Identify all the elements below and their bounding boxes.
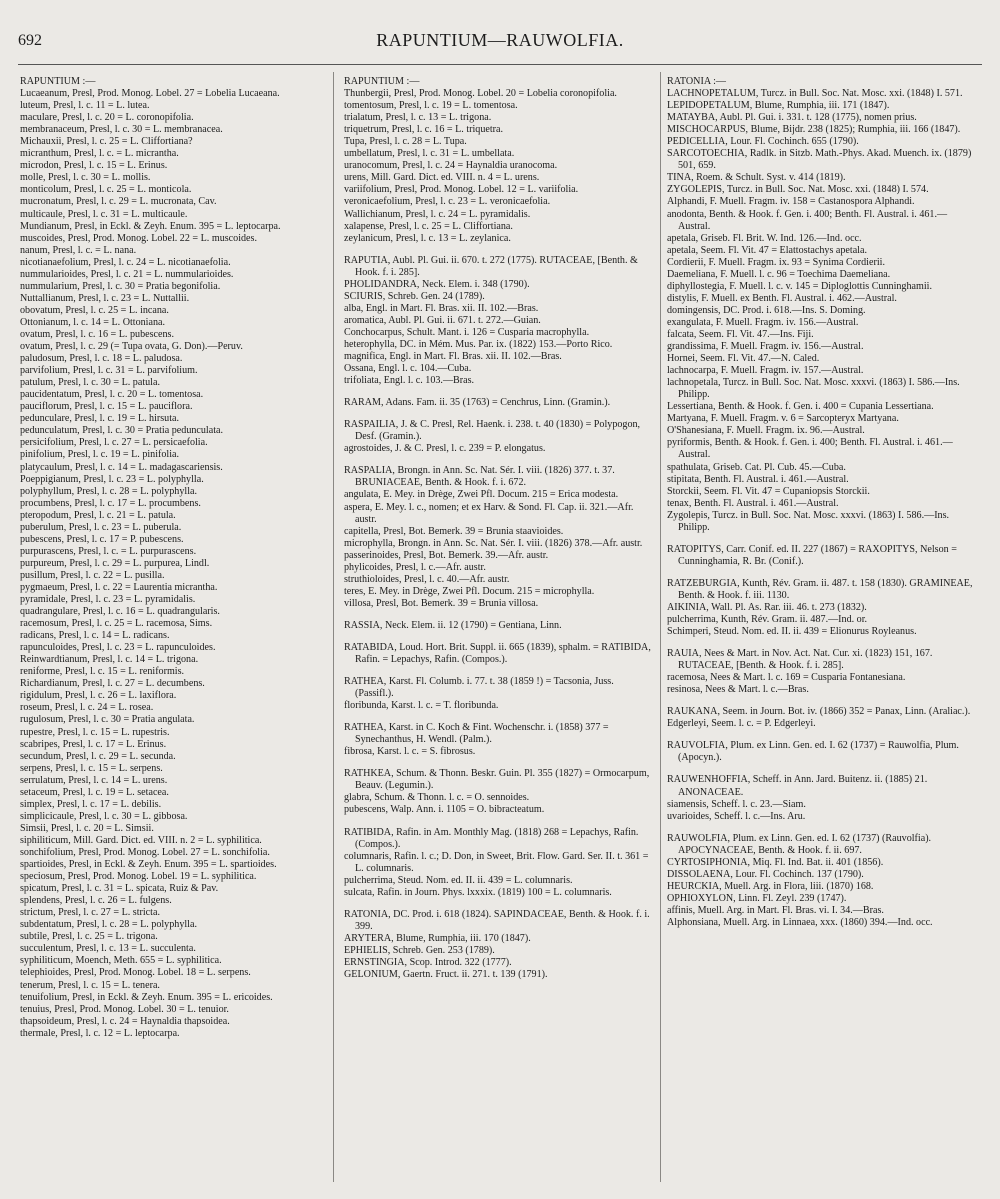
index-entry: resinosa, Nees & Mart. l. c.—Bras.	[667, 684, 809, 696]
index-entry: OPHIOXYLON, Linn. Fl. Zeyl. 239 (1747).	[667, 892, 847, 904]
index-entry: SCIURIS, Schreb. Gen. 24 (1789).	[344, 290, 485, 302]
index-entry: thapsoideum, Presl, l. c. 24 = Haynaldia thapsoidea.	[20, 1015, 230, 1027]
column-3	[667, 76, 979, 929]
entry-gap	[344, 245, 654, 255]
index-entry: Michauxii, Presl, l. c. 25 = L. Cliffortiana?	[20, 136, 193, 148]
index-entry: siphiliticum, Mill. Gard. Dict. ed. VIII. n. 2 = L. syphilitica.	[20, 834, 262, 846]
index-entry: scabripes, Presl, l. c. 17 = L. Erinus.	[20, 738, 167, 750]
index-entry: succulentum, Presl, l. c. 13 = L. succulenta.	[20, 943, 196, 955]
index-entry: persicifolium, Presl, l. c. 27 = L. persicaefolia.	[20, 437, 208, 449]
index-entry: molle, Presl, l. c. 30 = L. mollis.	[20, 172, 151, 184]
index-entry: nicotianaefolium, Presl, l. c. 24 = L. nicotianaefolia.	[20, 256, 231, 268]
running-head: RAPUNTIUM—RAUWOLFIA.	[376, 30, 624, 50]
index-entry: Martyana, F. Muell. Fragm. v. 6 = Sarcopteryx Martyana.	[667, 413, 899, 425]
index-entry: RAUIA, Nees & Mart. in Nov. Act. Nat. Cur. xi. (1823) 151, 167. RUTACEAE, [Benth. & Hook. f. i. 285].	[667, 648, 933, 672]
index-entry: spicatum, Presl, l. c. 31 = L. spicata, Ruiz & Pav.	[20, 883, 219, 895]
index-entry: Nuttallianum, Presl, l. c. 23 = L. Nuttallii.	[20, 292, 190, 304]
page-number: 692	[18, 32, 42, 49]
index-entry: RAUKANA, Seem. in Journ. Bot. iv. (1866) 352 = Panax, Linn. (Araliac.).	[667, 706, 971, 718]
index-entry: pyramidale, Presl, l. c. 23 = L. pyramidalis.	[20, 594, 196, 606]
index-entry: platycaulum, Presl, l. c. 14 = L. madagascariensis.	[20, 461, 223, 473]
index-entry: Reinwardtianum, Presl, l. c. 14 = L. trigona.	[20, 654, 199, 666]
index-entry: tenerum, Presl, l. c. 15 = L. tenera.	[20, 979, 160, 991]
entry-gap	[344, 632, 654, 642]
index-entry: radicans, Presl, l. c. 14 = L. radicans.	[20, 630, 170, 642]
index-entry: rupestre, Presl, l. c. 15 = L. rupestris.	[20, 726, 170, 738]
index-entry: RAPUTIA, Aubl. Pl. Gui. ii. 670. t. 272 (1775). RUTACEAE, [Benth. & Hook. f. i. 285].	[344, 254, 638, 278]
index-entry: diphyllostegia, F. Muell. l. c. v. 145 = Diploglottis Cunninghamii.	[667, 280, 932, 292]
index-entry: RASSIA, Neck. Elem. ii. 12 (1790) = Gentiana, Linn.	[344, 619, 562, 631]
index-entry: pyriformis, Benth. & Hook. f. Gen. i. 400; Benth. Fl. Austral. i. 461.—Austral.	[667, 437, 953, 461]
index-entry: tomentosum, Presl, l. c. 19 = L. tomentosa.	[344, 100, 518, 112]
index-entry: magnifica, Engl. in Mart. Fl. Bras. xii. II. 102.—Bras.	[344, 351, 562, 363]
index-entry: nummularioides, Presl, l. c. 21 = L. nummularioides.	[20, 268, 234, 280]
index-entry: racemosum, Presl, l. c. 25 = L. racemosa, Sims.	[20, 618, 213, 630]
index-entry: reniforme, Presl, l. c. 15 = L. reniformis.	[20, 666, 185, 678]
index-entry: Alphandi, F. Muell. Fragm. iv. 158 = Castanospora Alphandi.	[667, 196, 915, 208]
index-entry: umbellatum, Presl, l. c. 31 = L. umbellata.	[344, 148, 515, 160]
index-entry: HEURCKIA, Muell. Arg. in Flora, liii. (1870) 168.	[667, 880, 874, 892]
index-entry: Ottonianum, l. c. 14 = L. Ottoniana.	[20, 316, 166, 328]
index-entry: pteropodum, Presl, l. c. 21 = L. patula.	[20, 509, 176, 521]
entry-gap	[344, 758, 654, 768]
index-entry: Storckii, Seem. Fl. Vit. 47 = Cupaniopsis Storckii.	[667, 485, 870, 497]
index-entry: telephioides, Presl, Prod. Monog. Lobel. 18 = L. serpens.	[20, 967, 251, 979]
index-entry: pedunculare, Presl, l. c. 19 = L. hirsuta.	[20, 413, 180, 425]
index-entry: xalapense, Presl, l. c. 25 = L. Cliffortiana.	[344, 220, 513, 232]
index-entry: RATONIA :—	[667, 76, 726, 87]
index-entry: pauciflorum, Presl, l. c. 15 = L. pauciflora.	[20, 401, 193, 413]
index-entry: siamensis, Scheff. l. c. 23.—Siam.	[667, 798, 806, 810]
index-entry: purpurascens, Presl, l. c. = L. purpurascens.	[20, 545, 197, 557]
index-entry: nanum, Presl, l. c. = L. nana.	[20, 244, 137, 256]
index-entry: MISCHOCARPUS, Blume, Bijdr. 238 (1825); Rumphia, iii. 166 (1847).	[667, 124, 961, 136]
index-entry: Alphonsiana, Muell. Arg. in Linnaea, xxx. (1860) 394.—Ind. occ.	[667, 917, 933, 928]
index-entry: capitella, Presl, Bot. Bemerk. 39 = Brunia staavioides.	[344, 525, 564, 537]
column-2	[344, 76, 654, 981]
index-entry: AIKINIA, Wall. Pl. As. Rar. iii. 46. t. 273 (1832).	[667, 601, 867, 613]
index-entry: veronicaefolium, Presl, l. c. 23 = L. veronicaefolia.	[344, 196, 551, 208]
index-entry: splendens, Presl, l. c. 26 = L. fulgens.	[20, 895, 172, 907]
index-entry: ovatum, Presl, l. c. 29 (= Tupa ovata, G. Don).—Peruv.	[20, 341, 243, 353]
index-entry: distylis, F. Muell. ex Benth. Fl. Austral. i. 462.—Austral.	[667, 292, 897, 304]
index-entry: RATABIDA, Loud. Hort. Brit. Suppl. ii. 665 (1839), sphalm. = RATIBIDA, Rafin. = Lepachys, Rafin. (Compos.).	[344, 641, 651, 666]
index-entry: spartioides, Presl, in Eckl. & Zeyh. Enum. 395 = L. spartioides.	[20, 859, 277, 871]
index-entry: variifolium, Presl, Prod. Monog. Lobel. 12 = L. variifolia.	[344, 184, 579, 196]
index-entry: Zygolepis, Turcz. in Bull. Soc. Nat. Mosc. xxxvi. (1863) I. 586.—Ins. Philipp.	[667, 509, 950, 533]
index-entry: RATHEA, Karst. Fl. Columb. i. 77. t. 38 (1859 !) = Tacsonia, Juss. (Passifl.).	[344, 676, 614, 700]
index-entry: strictum, Presl, l. c. 27 = L. stricta.	[20, 907, 160, 919]
index-entry: patulum, Presl, l. c. 30 = L. patula.	[20, 377, 160, 389]
index-entry: grandissima, F. Muell. Fragm. iv. 156.—Austral.	[667, 341, 864, 353]
index-entry: Richardianum, Presl, l. c. 27 = L. decumbens.	[20, 678, 205, 690]
index-entry: glabra, Schum. & Thonn. l. c. = O. sennoides.	[344, 792, 530, 804]
index-entry: anodonta, Benth. & Hook. f. Gen. i. 400; Benth. Fl. Austral. i. 461.—Austral.	[667, 208, 948, 232]
index-entry: RAUVOLFIA, Plum. ex Linn. Gen. ed. I. 62 (1737) = Rauwolfia, Plum. (Apocyn.).	[667, 740, 959, 764]
index-entry: phylicoides, Presl, l. c.—Afr. austr.	[344, 561, 486, 573]
index-entry: obovatum, Presl, l. c. 25 = L. incana.	[20, 304, 169, 316]
index-entry: multicaule, Presl, l. c. 31 = L. multicaule.	[20, 208, 188, 220]
index-entry: villosa, Presl, Bot. Bemerk. 39 = Brunia villosa.	[344, 597, 539, 609]
index-entry: pusillum, Presl, l. c. 22 = L. pusilla.	[20, 569, 165, 581]
index-entry: procumbens, Presl, l. c. 17 = L. procumbens.	[20, 497, 201, 509]
index-entry: quadrangulare, Presl, l. c. 16 = L. quadrangularis.	[20, 606, 220, 618]
index-entry: pedunculatum, Presl, l. c. 30 = Pratia pedunculata.	[20, 425, 224, 437]
index-entry: luteum, Presl, l. c. 11 = L. lutea.	[20, 100, 150, 112]
index-entry: subdentatum, Presl, l. c. 28 = L. polyphylla.	[20, 919, 197, 931]
index-entry: RASPAILIA, J. & C. Presl, Rel. Haenk. i. 238. t. 40 (1830) = Polypogon, Desf. (Gramin.).	[344, 419, 641, 443]
index-entry: ARYTERA, Blume, Rumphia, iii. 170 (1847).	[344, 932, 531, 944]
index-entry: domingensis, DC. Prod. i. 618.—Ins. S. Doming.	[667, 304, 866, 316]
entry-gap	[344, 409, 654, 419]
index-entry: speciosum, Presl, Prod. Monog. Lobel. 19 = L. syphilitica.	[20, 871, 257, 883]
index-entry: rapunculoides, Presl, l. c. 23 = L. rapunculoides.	[20, 642, 216, 654]
index-entry: Schimperi, Steud. Nom. ed. II. ii. 439 = Elionurus Royleanus.	[667, 626, 917, 638]
index-entry: uranocomum, Presl, l. c. 24 = Haynaldia uranocoma.	[344, 160, 558, 172]
entry-gap	[667, 638, 979, 648]
index-entry: microdon, Presl, l. c. 15 = L. Erinus.	[20, 160, 168, 172]
index-entry: LEPIDOPETALUM, Blume, Rumphia, iii. 171 (1847).	[667, 100, 890, 112]
index-entry: RAUWOLFIA, Plum. ex Linn. Gen. ed. I. 62 (1737) (Rauvolfia). APOCYNACEAE, Benth. & Hook. f. ii. 697.	[667, 832, 932, 856]
index-entry: membranaceum, Presl, l. c. 30 = L. membranacea.	[20, 124, 223, 136]
index-entry: pulcherrima, Kunth, Rév. Gram. ii. 487.—Ind. or.	[667, 614, 868, 626]
index-entry: passerinoides, Presl, Bot. Bemerk. 39.—Afr. austr.	[344, 549, 549, 561]
index-entry: EPHIELIS, Schreb. Gen. 253 (1789).	[344, 944, 495, 956]
index-entry: zeylanicum, Presl, l. c. 13 = L. zeylanica.	[344, 232, 511, 244]
index-entry: simplicicaule, Presl, l. c. 30 = L. gibbosa.	[20, 810, 188, 822]
index-entry: mucronatum, Presl, l. c. 29 = L. mucronata, Cav.	[20, 196, 217, 208]
index-entry: Daemeliana, F. Muell. l. c. 96 = Toechima Daemeliana.	[667, 268, 891, 280]
index-entry: triquetrum, Presl, l. c. 16 = L. triquetra.	[344, 124, 504, 136]
index-entry: Conchocarpus, Schult. Mant. i. 126 = Cusparia macrophylla.	[344, 326, 590, 338]
entry-gap	[667, 823, 979, 833]
index-entry: RAUWENHOFFIA, Scheff. in Ann. Jard. Buitenz. ii. (1885) 21. ANONACEAE.	[667, 774, 928, 798]
index-entry: aromatica, Aubl. Pl. Gui. ii. 671. t. 272.—Guian.	[344, 314, 541, 326]
index-entry: tenuius, Presl, Prod. Monog. Lobel. 30 = L. tenuior.	[20, 1003, 229, 1015]
index-entry: pubescens, Walp. Ann. i. 1105 = O. bibracteatum.	[344, 804, 545, 816]
index-entry: pulcherrima, Steud. Nom. ed. II. ii. 439 = L. columnaris.	[344, 874, 573, 886]
index-entry: RATOPITYS, Carr. Conif. ed. II. 227 (1867) = RAXOPITYS, Nelson = Cunninghamia, R. Br. (Conif.).	[667, 543, 957, 567]
index-entry: Ossana, Engl. l. c. 104.—Cuba.	[344, 363, 472, 375]
index-entry: parvifolium, Presl, l. c. 31 = L. parvifolium.	[20, 365, 198, 377]
index-entry: paucidentatum, Presl, l. c. 20 = L. tomentosa.	[20, 389, 204, 401]
index-entry: struthioloides, Presl, l. c. 40.—Afr. austr.	[344, 573, 510, 585]
index-entry: secundum, Presl, l. c. 29 = L. secunda.	[20, 750, 176, 762]
index-entry: thermale, Presl, l. c. 12 = L. leptocarpa.	[20, 1027, 180, 1039]
index-entry: O'Shanesiana, F. Muell. Fragm. ix. 96.—Austral.	[667, 425, 865, 437]
index-entry: affinis, Muell. Arg. in Mart. Fl. Bras. vi. I. 34.—Bras.	[667, 904, 884, 916]
index-entry: stipitata, Benth. Fl. Austral. i. 461.—Austral.	[667, 473, 849, 485]
index-entry: simplex, Presl, l. c. 17 = L. debilis.	[20, 798, 162, 810]
entry-gap	[667, 764, 979, 774]
index-entry: Tupa, Presl, l. c. 28 = L. Tupa.	[344, 136, 467, 148]
index-entry: monticolum, Presl, l. c. 25 = L. monticola.	[20, 184, 192, 196]
index-entry: RAPUNTIUM :—	[344, 76, 420, 87]
index-entry: uvarioides, Scheff. l. c.—Ins. Aru.	[667, 810, 806, 822]
index-entry: tenuifolium, Presl, in Eckl. & Zeyh. Enum. 395 = L. ericoides.	[20, 991, 273, 1003]
index-entry: trialatum, Presl, l. c. 13 = L. trigona.	[344, 112, 492, 124]
index-entry: PEDICELLIA, Lour. Fl. Cochinch. 655 (1790).	[667, 136, 859, 148]
index-entry: syphiliticum, Moench, Meth. 655 = L. syphilitica.	[20, 955, 222, 967]
index-entry: RATZEBURGIA, Kunth, Rév. Gram. ii. 487. t. 158 (1830). GRAMINEAE, Benth. & Hook. f. iii. 1130.	[667, 577, 973, 601]
index-entry: subtile, Presl, l. c. 25 = L. trigona.	[20, 931, 158, 943]
index-entry: lachnocarpa, F. Muell. Fragm. iv. 157.—Austral.	[667, 365, 864, 377]
index-entry: RATIBIDA, Rafin. in Am. Monthly Mag. (1818) 268 = Lepachys, Rafin. (Compos.).	[344, 826, 639, 850]
index-entry: RATONIA, DC. Prod. i. 618 (1824). SAPINDACEAE, Benth. & Hook. f. i. 399.	[344, 908, 650, 932]
index-entry: teres, E. Mey. in Drège, Zwei Pfl. Docum. 215 = microphylla.	[344, 585, 595, 597]
index-entry: alba, Engl. in Mart. Fl. Bras. xii. II. 102.—Bras.	[344, 302, 539, 314]
index-entry: Thunbergii, Presl, Prod. Monog. Lobel. 20 = Lobelia coronopifolia.	[344, 88, 617, 100]
index-entry: floribunda, Karst. l. c. = T. floribunda.	[344, 700, 499, 712]
index-entry: RATHKEA, Schum. & Thonn. Beskr. Guin. Pl. 355 (1827) = Ormocarpum, Beauv. (Legumin.).	[344, 768, 650, 792]
entry-gap	[344, 610, 654, 620]
index-entry: GELONIUM, Gaertn. Fruct. ii. 271. t. 139 (1791).	[344, 969, 548, 981]
index-entry: ZYGOLEPIS, Turcz. in Bull. Soc. Nat. Mosc. xxi. (1848) I. 574.	[667, 184, 929, 196]
column-divider	[333, 72, 334, 1182]
index-entry: microphylla, Brongn. in Ann. Sc. Nat. Sér. I. viii. (1826) 378.—Afr. austr.	[344, 537, 643, 549]
index-entry: setaceum, Presl, l. c. 19 = L. setacea.	[20, 786, 169, 798]
index-entry: RARAM, Adans. Fam. ii. 35 (1763) = Cenchrus, Linn. (Gramin.).	[344, 397, 611, 409]
index-entry: DISSOLAENA, Lour. Fl. Cochinch. 137 (1790).	[667, 868, 864, 880]
index-entry: Mundianum, Presl, in Eckl. & Zeyh. Enum. 395 = L. leptocarpa.	[20, 220, 281, 232]
index-entry: urens, Mill. Gard. Dict. ed. VIII. n. 4 = L. urens.	[344, 172, 540, 184]
index-entry: apetala, Seem. Fl. Vit. 47 = Elattostachys apetala.	[667, 244, 867, 256]
index-entry: micranthum, Presl, l. c. = L. micrantha.	[20, 148, 179, 160]
entry-gap	[667, 534, 979, 544]
index-entry: Cordierii, F. Muell. Fragm. ix. 93 = Synima Cordierii.	[667, 256, 885, 268]
entry-gap	[344, 817, 654, 827]
index-entry: RASPALIA, Brongn. in Ann. Sc. Nat. Sér. I. viii. (1826) 377. t. 37. BRUNIACEAE, Benth. & Hook. f. i. 672.	[344, 465, 615, 489]
index-entry: MATAYBA, Aubl. Pl. Gui. i. 331. t. 128 (1775), nomen prius.	[667, 112, 917, 124]
index-entry: ovatum, Presl, l. c. 16 = L. pubescens.	[20, 328, 174, 340]
entry-gap	[344, 899, 654, 909]
index-entry: Poeppigianum, Presl, l. c. 23 = L. polyphylla.	[20, 473, 204, 485]
index-entry: exangulata, F. Muell. Fragm. iv. 156.—Austral.	[667, 316, 859, 328]
header-rule	[18, 64, 982, 65]
index-entry: LACHNOPETALUM, Turcz. in Bull. Soc. Nat. Mosc. xxi. (1848) I. 571.	[667, 88, 963, 100]
index-entry: Lessertiana, Benth. & Hook. f. Gen. i. 400 = Cupania Lessertiana.	[667, 401, 934, 413]
entry-gap	[667, 730, 979, 740]
index-entry: sonchifolium, Presl, Prod. Monog. Lobel. 27 = L. sonchifolia.	[20, 847, 270, 858]
index-entry: tenax, Benth. Fl. Austral. i. 461.—Austral.	[667, 497, 839, 509]
index-entry: racemosa, Nees & Mart. l. c. 169 = Cusparia Fontanesiana.	[667, 672, 906, 684]
index-entry: ERNSTINGIA, Scop. Introd. 322 (1777).	[344, 957, 512, 968]
index-entry: CYRTOSIPHONIA, Miq. Fl. Ind. Bat. ii. 401 (1856).	[667, 856, 884, 868]
index-entry: Simsii, Presl, l. c. 20 = L. Simsii.	[20, 822, 154, 834]
column-divider	[660, 72, 661, 1182]
index-entry: maculare, Presl, l. c. 20 = L. coronopifolia.	[20, 112, 194, 124]
index-entry: puberulum, Presl, l. c. 23 = L. puberula.	[20, 521, 182, 533]
index-entry: Edgerleyi, Seem. l. c. = P. Edgerleyi.	[667, 718, 816, 730]
index-entry: serpens, Presl, l. c. 15 = L. serpens.	[20, 762, 163, 774]
index-entry: angulata, E. Mey. in Drège, Zwei Pfl. Docum. 215 = Erica modesta.	[344, 489, 619, 501]
index-entry: RATHEA, Karst. in C. Koch & Fint. Wochenschr. i. (1858) 377 = Synechanthus, H. Wendl. (Palm.).	[344, 722, 609, 746]
index-entry: roseum, Presl, l. c. 24 = L. rosea.	[20, 702, 154, 714]
index-entry: lachnopetala, Turcz. in Bull. Soc. Nat. Mosc. xxxvi. (1863) I. 586.—Ins. Philipp.	[667, 377, 960, 401]
index-entry: paludosum, Presl, l. c. 18 = L. paludosa.	[20, 353, 183, 365]
entry-gap	[667, 696, 979, 706]
entry-gap	[344, 455, 654, 465]
column-1	[20, 76, 326, 1040]
index-entry: spathulata, Griseb. Cat. Pl. Cub. 45.—Cuba.	[667, 461, 846, 473]
index-entry: serrulatum, Presl, l. c. 14 = L. urens.	[20, 774, 168, 786]
index-entry: nummularium, Presl, l. c. 30 = Pratia begonifolia.	[20, 280, 221, 292]
index-entry: heterophylla, DC. in Mém. Mus. Par. ix. (1822) 153.—Porto Rico.	[344, 338, 613, 350]
index-entry: sulcata, Rafin. in Journ. Phys. lxxxix. (1819) 100 = L. columnaris.	[344, 886, 612, 898]
index-entry: TINA, Roem. & Schult. Syst. v. 414 (1819).	[667, 172, 846, 184]
index-entry: apetala, Griseb. Fl. Brit. W. Ind. 126.—Ind. occ.	[667, 232, 862, 244]
index-entry: RAPUNTIUM :—	[20, 76, 96, 87]
index-entry: rigidulum, Presl, l. c. 26 = L. laxiflora.	[20, 690, 177, 702]
index-entry: fibrosa, Karst. l. c. = S. fibrosus.	[344, 746, 476, 758]
page-header	[0, 28, 1000, 54]
entry-gap	[344, 712, 654, 722]
index-entry: Lucaeanum, Presl, Prod. Monog. Lobel. 27 = Lobelia Lucaeana.	[20, 88, 280, 100]
index-entry: purpureum, Presl, l. c. 29 = L. purpurea, Lindl.	[20, 557, 210, 569]
entry-gap	[344, 387, 654, 397]
index-entry: PHOLIDANDRA, Neck. Elem. i. 348 (1790).	[344, 278, 530, 290]
index-entry: Hornei, Seem. Fl. Vit. 47.—N. Caled.	[667, 353, 820, 365]
index-entry: rugulosum, Presl, l. c. 30 = Pratia angulata.	[20, 714, 195, 726]
index-entry: pubescens, Presl, l. c. 17 = P. pubescens.	[20, 533, 184, 545]
index-entry: agrostoides, J. & C. Presl, l. c. 239 = P. elongatus.	[344, 443, 546, 455]
entry-gap	[344, 666, 654, 676]
index-entry: pinifolium, Presl, l. c. 19 = L. pinifolia.	[20, 449, 180, 461]
index-entry: polyphyllum, Presl, l. c. 28 = L. polyphylla.	[20, 485, 197, 497]
index-entry: columnaris, Rafin. l. c.; D. Don, in Sweet, Brit. Flow. Gard. Ser. II. t. 361 = L. columnaris.	[344, 850, 649, 874]
index-entry: pygmaeum, Presl, l. c. 22 = Laurentia micrantha.	[20, 581, 218, 593]
index-entry: falcata, Seem. Fl. Vit. 47.—Ins. Fiji.	[667, 328, 814, 340]
index-entry: muscoides, Presl, Prod. Monog. Lobel. 22 = L. muscoides.	[20, 232, 257, 244]
index-entry: Wallichianum, Presl, l. c. 24 = L. pyramidalis.	[344, 208, 531, 220]
index-entry: aspera, E. Mey. l. c., nomen; et ex Harv. & Sond. Fl. Cap. ii. 321.—Afr. austr.	[344, 501, 634, 525]
entry-gap	[667, 568, 979, 578]
index-entry: SARCOTOECHIA, Radlk. in Sitzb. Math.-Phys. Akad. Muench. ix. (1879) 501, 659.	[667, 148, 972, 172]
index-entry: trifoliata, Engl. l. c. 103.—Bras.	[344, 375, 475, 387]
